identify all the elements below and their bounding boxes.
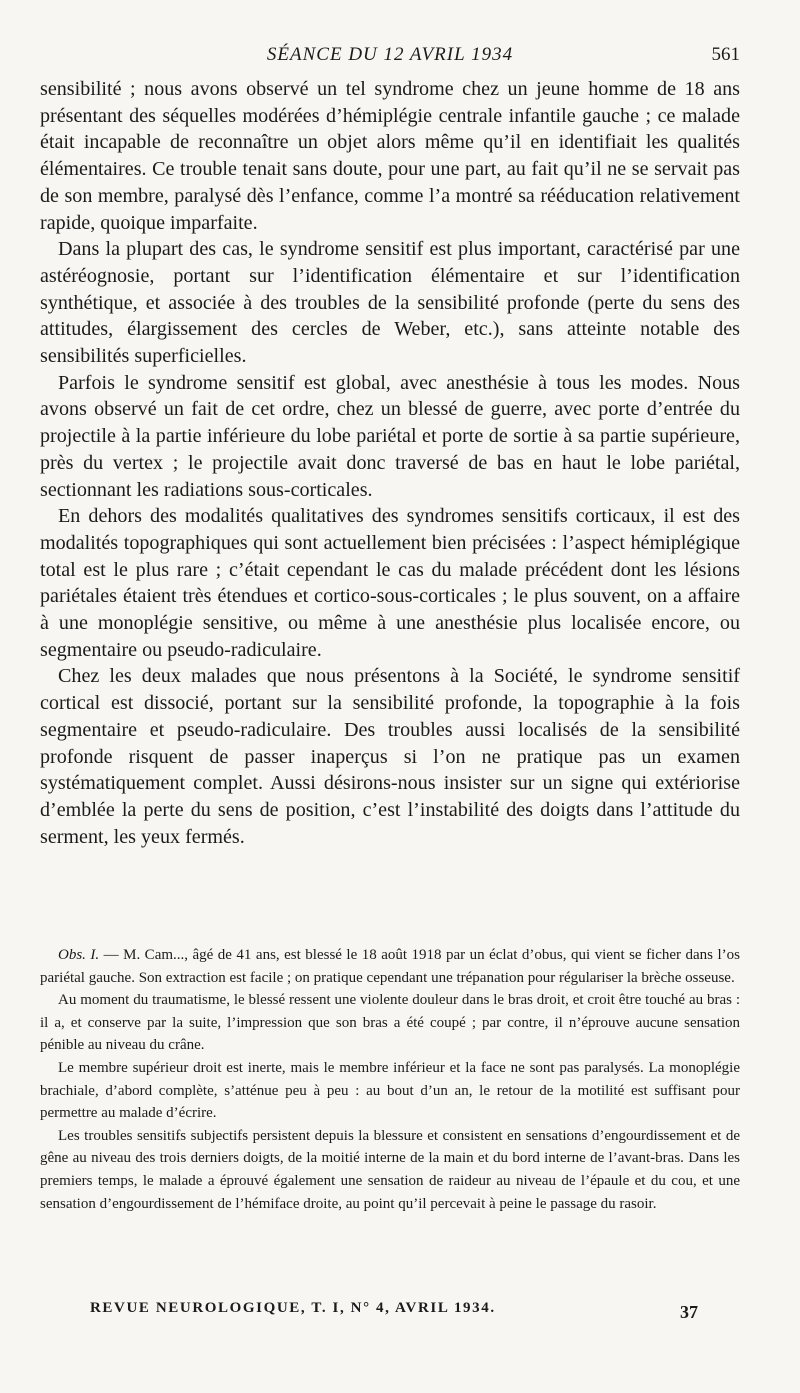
page-number: 561 <box>711 44 740 65</box>
body-text <box>40 76 740 850</box>
paragraph-topographic-modalities: En dehors des modalités qualitatives des syndromes sensitifs corticaux, il est des modalités topographiques qui sont actuellement bien précisées : l’aspect hémiplégique total est le plus rare ; c’était cependant le cas du malade précédent dont les lésions pariétales étaient très étendues et cortico-sous-corticales ; le plus souvent, on a affaire à une monoplégie sensitive, ou même à une anesthésie plus localisée encore, ou segmentaire ou pseudo-radiculaire. <box>40 505 740 661</box>
footnote-paragraph: Le membre supérieur droit est inerte, mais le membre inférieur et la face ne sont pas paralysés. La monoplégie brachiale, d’abord complète, s’atténue peu à peu : au bout d’un an, le retour de la motilité est suffisant pour permettre au malade d’écrire. <box>40 1059 740 1122</box>
page-footer <box>40 1300 740 1330</box>
paragraph-two-patients: Chez les deux malades que nous présentons à la Société, le syndrome sensitif cortical est dissocié, portant sur la sensibilité profonde, la topographie à la fois segmentaire et pseudo-radiculaire. Des troubles aussi localisés de la sensibilité profonde risquent de passer inaperçus si l’on ne pratique pas un examen systématiquement complet. Aussi désirons-nous insister sur un signe qui extériorise d’emblée la perte du sens de position, c’est l’instabilité des doigts dans l’attitude du serment, les yeux fermés. <box>40 665 740 848</box>
journal-citation: REVUE NEUROLOGIQUE, T. I, N° 4, AVRIL 1934. <box>90 1300 496 1316</box>
printer-signature: 37 <box>680 1302 698 1322</box>
footnote-paragraph <box>40 944 740 989</box>
paragraph-astereognosis: Dans la plupart des cas, le syndrome sensitif est plus important, caractérisé par une astéréognosie, portant sur l’identification élémentaire et sur l’identification synthétique, et associée à des troubles de la sensibilité profonde (perte du sens des attitudes, élargissement des cercles de Weber, etc.), sans atteinte notable des sensibilités superficielles. <box>40 238 740 368</box>
footnote-paragraph: Les troubles sensitifs subjectifs persistent depuis la blessure et consistent en sensations d’engourdissement et de gêne au niveau des trois derniers doigts, de la moitié interne de la main et du bord interne de l’avant-bras. Dans les premiers temps, le malade a éprouvé également une sensation de raideur au niveau de l’épaule et du cou, et une sensation d’engourdissement de l’hémiface droite, au point qu’il percevait à peine le passage du rasoir. <box>40 1127 740 1212</box>
paragraph-global-syndrome: Parfois le syndrome sensitif est global, avec anesthésie à tous les modes. Nous avons observé un fait de cet ordre, chez un blessé de guerre, avec porte d’entrée du projectile à la partie inférieure du lobe pariétal et porte de sortie à sa partie supérieure, près du vertex ; le projectile avait donc traversé de bas en haut le lobe pariétal, sectionnant les radiations sous-corticales. <box>40 371 740 501</box>
footnote-text: — M. Cam..., âgé de 41 ans, est blessé le 18 août 1918 par un éclat d’obus, qui vient se ficher dans l’os pariétal gauche. Son extraction est facile ; on pratique cependant une trépanation pour régulariser la brèche osseuse. <box>40 947 740 986</box>
running-title: SÉANCE DU 12 AVRIL 1934 <box>266 44 514 65</box>
running-head <box>40 44 740 70</box>
footnote-paragraph: Au moment du traumatisme, le blessé ressent une violente douleur dans le bras droit, et croit être touché au bras : il a, et conserve par la suite, l’impression que son bras a été coupé ; par contre, il n’éprouve aucune sensation pénible au niveau du crâne. <box>40 992 740 1054</box>
observation-label: Obs. I. <box>58 947 100 963</box>
paragraph-continuation: sensibilité ; nous avons observé un tel syndrome chez un jeune homme de 18 ans présentant des séquelles modérées d’hémiplégie centrale infantile gauche ; ce malade était incapable de reconnaître un objet alors même qu’il en identifiait les qualités élémentaires. Ce trouble tenait sans doute, pour une part, au fait qu’il ne se servait pas de son membre, paralysé dès l’enfance, comme l’a montré sa rééducation relativement rapide, quoique imparfaite. <box>40 78 740 234</box>
observation-footnote <box>40 944 740 1215</box>
